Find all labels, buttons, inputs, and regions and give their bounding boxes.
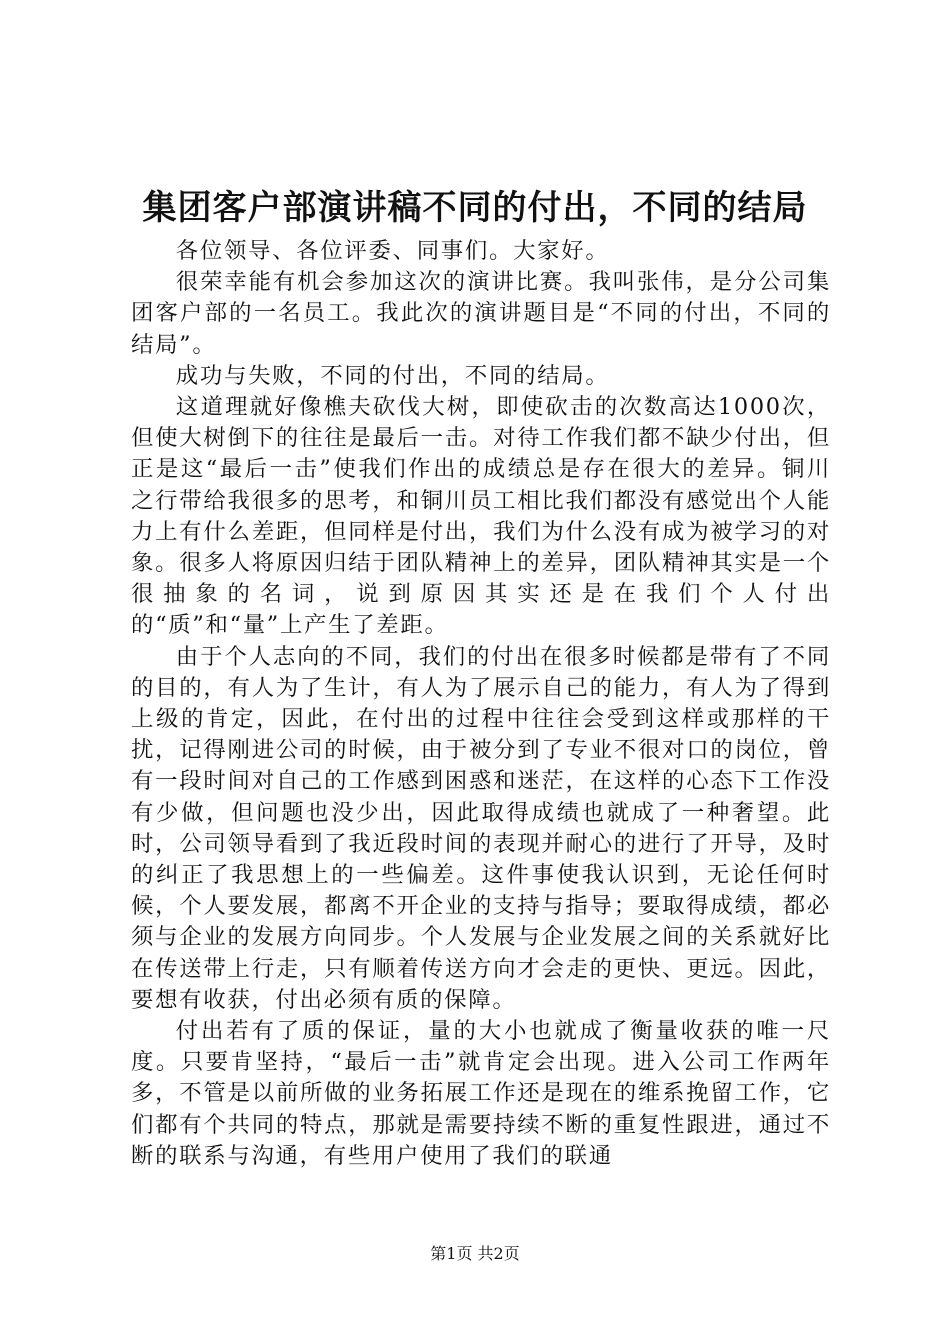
document-body [131,236,831,1172]
document-title: 集团客户部演讲稿不同的付出，不同的结局 [142,188,808,228]
paragraph-persistence: 付出若有了质的保证，量的大小也就成了衡量收获的唯一尺度。只要肯坚持，“最后一击”就肯定会出现。进入公司工作两年多，不管是以前所做的业务拓展工作还是现在的维系挽留工作，它们都有个共同的特点，那就是需要持续不断的重复性跟进，通过不断的联系与沟通，有些用户使用了我们的联通 [131,1018,831,1169]
paragraph-introduction: 很荣幸能有机会参加这次的演讲比赛。我叫张伟，是分公司集团客户部的一名员工。我此次的演讲题目是“不同的付出，不同的结局”。 [131,269,831,358]
paragraph-theme: 成功与失败，不同的付出，不同的结局。 [175,362,610,389]
paragraph-woodcutter: 这道理就好像樵夫砍伐大树，即使砍击的次数高达1000次，但使大树倒下的往往是最后一击。对待工作我们都不缺少付出，但正是这“最后一击”使我们作出的成绩总是存在很大的差异。铜川之行带给我很多的思考，和铜川员工相比我们都没有感觉出个人能力上有什么差距，但同样是付出，我们为什么没有成为被学习的对象。很多人将原因归结于团队精神上的差异，团队精神其实是一个很抽象的名词，说到原因其实还是在我们个人付出的“质”和“量”上产生了差距。 [131,394,831,639]
paragraph-motivation: 由于个人志向的不同，我们的付出在很多时候都是带有了不同的目的，有人为了生计，有人为了展示自己的能力，有人为了得到上级的肯定，因此，在付出的过程中往往会受到这样或那样的干扰，记得刚进公司的时候，由于被分到了专业不很对口的岗位，曾有一段时间对自己的工作感到困惑和迷茫，在这样的心态下工作没有少做，但问题也没少出，因此取得成绩也就成了一种奢望。此时，公司领导看到了我近段时间的表现并耐心的进行了开导，及时的纠正了我思想上的一些偏差。这件事使我认识到，无论任何时候，个人要发展，都离不开企业的支持与指导；要取得成绩，都必须与企业的发展方向同步。个人发展与企业发展之间的关系就好比在传送带上行走，只有顺着传送方向才会走的更快、更远。因此，要想有收获，付出必须有质的保障。 [131,643,831,1013]
page-number-footer: 第1页 共2页 [430,1244,520,1263]
paragraph-greeting: 各位领导、各位评委、同事们。大家好。 [175,238,610,264]
